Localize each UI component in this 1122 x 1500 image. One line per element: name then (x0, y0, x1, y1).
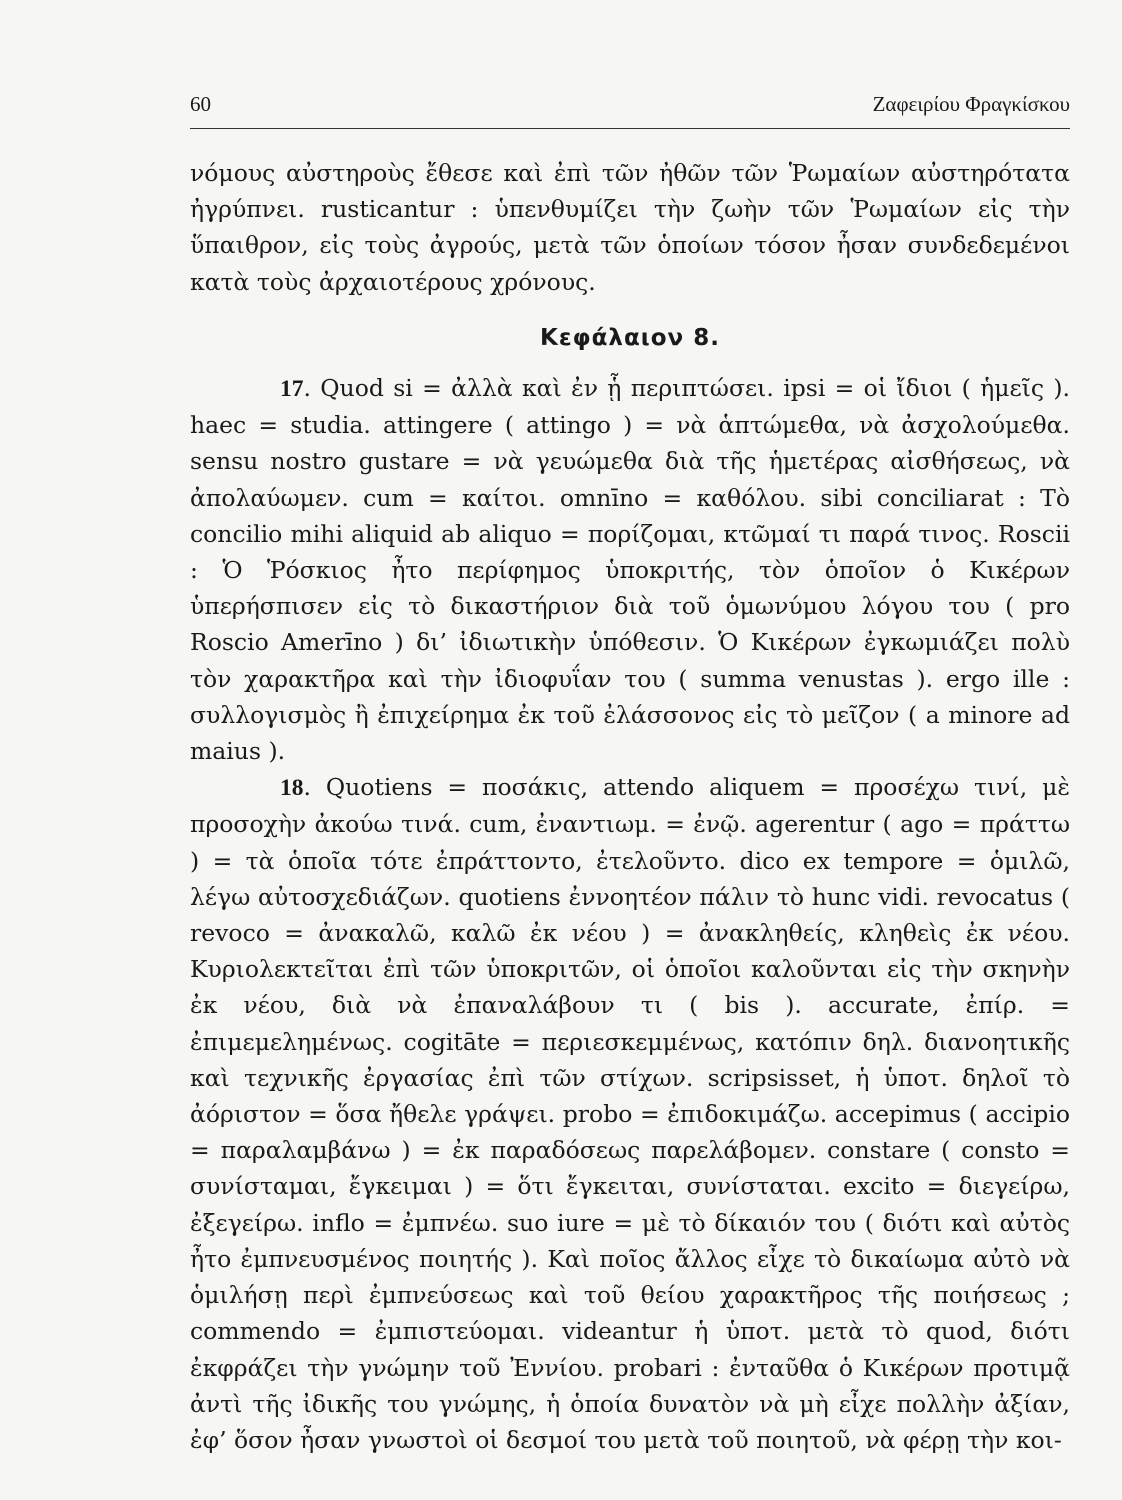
chapter-heading: Κεφάλαιον 8. (540, 324, 720, 351)
running-head: Ζαφειρίου Φραγκίσκου (872, 92, 1070, 116)
body-text (190, 155, 1070, 1458)
paragraph-text: . Quod si = ἀλλὰ καὶ ἐν ᾗ περιπτώσει. ipsi = οἱ ἴδιοι ( ἡμεῖς ). haec = studia. attingere ( attingo ) = νὰ ἁπτώμεθα, νὰ ἀσχολούμεθα. sensu nostro gustare = νὰ γευώμεθα διὰ τῆς ἡμετέρας αἰσθήσεως, νὰ ἀπολαύωμεν. cum = καίτοι. omnīno = καθόλου. sibi conciliarat : Τὸ concilio mihi aliquid ab aliquo = πορίζομαι, κτῶμαί τι παρά τινος. Roscii : Ὁ Ῥόσκιος ἦτο περίφημος ὑποκριτής, τὸν ὁποῖον ὁ Κικέρων ὑπερήσπισεν εἰς τὸ δικαστήριον διὰ τοῦ ὁμωνύμου λόγου του ( pro Roscio Amerīno ) δι’ ἰδιωτικὴν ὑπόθεσιν. Ὁ Κικέρων ἐγκωμιάζει πολὺ τὸν χαρακτῆρα καὶ τὴν ἰδιοφυΐαν του ( summa venustas ). ergo ille : συλλογισμὸς ἢ ἐπιχείρημα ἐκ τοῦ ἐλάσσονος εἰς τὸ μεῖζον ( a minore ad maius ). (190, 374, 1070, 766)
paragraph-text: . Quotiens = ποσάκις, attendo aliquem = προσέχω τινί, μὲ προσοχὴν ἀκούω τινά. cum, ἐναντιωμ. = ἐνῷ. agerentur ( ago = πράττω ) = τὰ ὁποῖα τότε ἐπράττοντο, ἐτελοῦντο. dico ex tempore = ὁμιλῶ, λέγω αὐτοσχεδιάζων. quotiens ἐννοητέον πάλιν τὸ hunc vidi. revocatus ( revoco = ἀνακαλῶ, καλῶ ἐκ νέου ) = ἀνακληθείς, κληθεὶς ἐκ νέου. Κυριολεκτεῖται ἐπὶ τῶν ὑποκριτῶν, οἱ ὁποῖοι καλοῦνται εἰς τὴν σκηνὴν ἐκ νέου, διὰ νὰ ἐπαναλάβουν τι ( bis ). accurate, ἐπίρ. = ἐπιμεμελημένως. cogitāte = περιεσκεμμένως, κατόπιν δηλ. διανοητικῆς καὶ τεχνικῆς ἐργασίας ἐπὶ τῶν στίχων. scripsisset, ἡ ὑποτ. δηλοῖ τὸ ἀόριστον = ὅσα ἤθελε γράψει. probo = ἐπιδοκιμάζω. accepimus ( accipio = παραλαμβάνω ) = ἐκ παραδόσεως παρελάβομεν. constare ( consto = συνίσταμαι, ἔγκειμαι ) = ὅτι ἔγκειται, συνίσταται. excito = διεγείρω, ἐξεγείρω. inflo = ἐμπνέω. suo iure = μὲ τὸ δίκαιόν του ( διότι καὶ αὐτὸς ἦτο ἐμπνευσμένος ποιητής ). Καὶ ποῖος ἄλλος εἶχε τὸ δικαίωμα αὐτὸ νὰ ὁμιλήσῃ περὶ ἐμπνεύσεως καὶ τοῦ θείου χαρακτῆρος τῆς ποιήσεως ; commendo = ἐμπιστεύομαι. videantur ἡ ὑποτ. μετὰ τὸ quod, διότι ἐκφράζει τὴν γνώμην τοῦ Ἐννίου. probari : ἐνταῦθα ὁ Κικέρων προτιμᾷ ἀντὶ τῆς ἰδικῆς του γνώμης, ἡ ὁποία δυνατὸν νὰ μὴ εἶχε πολλὴν ἀξίαν, ἐφ’ ὅσον ἦσαν γνωστοὶ οἱ δεσμοί του μετὰ τοῦ ποιητοῦ, νὰ φέρῃ τὴν κοι- (190, 773, 1070, 1454)
page-header (190, 92, 1070, 128)
paragraph-number: 17 (280, 376, 304, 403)
paragraph-17 (190, 370, 1070, 769)
header-rule (190, 128, 1070, 129)
intro-paragraph: νόμους αὐστηροὺς ἔθεσε καὶ ἐπὶ τῶν ἠθῶν τῶν Ῥωμαίων αὐστηρότατα ἠγρύπνει. rusticantur : ὑπενθυμίζει τὴν ζωὴν τῶν Ῥωμαίων εἰς τὴν ὕπαιθρον, εἰς τοὺς ἀγρούς, μετὰ τῶν ὁποίων τόσον ἦσαν συνδεδεμένοι κατὰ τοὺς ἀρχαιοτέρους χρόνους. (190, 159, 1070, 296)
paragraph-18 (190, 769, 1070, 1458)
page-number: 60 (190, 92, 211, 116)
paragraph-number: 18 (280, 775, 304, 802)
